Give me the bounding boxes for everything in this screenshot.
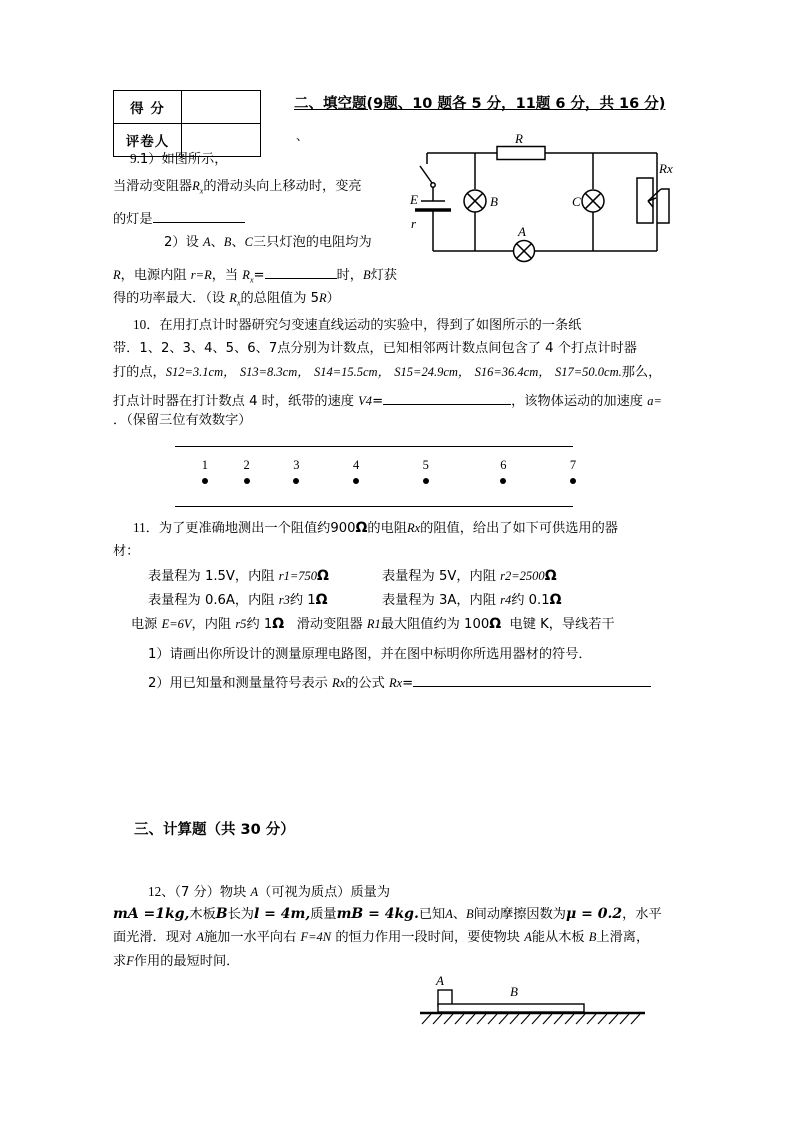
q12-line4-pre: 求	[113, 954, 127, 969]
tape-point-label: 3	[293, 458, 300, 472]
q12-line2-pre: 木板	[189, 907, 216, 922]
q12-line3-post2: 能从木板	[531, 930, 585, 945]
q10-s12: S12=3.1cm，	[165, 365, 236, 379]
q9-line5-eq: =	[253, 268, 265, 283]
tape-point-label: 6	[500, 458, 507, 472]
score-label: 得 分	[114, 91, 182, 123]
q10-line3-tail: 那么，	[621, 365, 662, 380]
q11-r1: r1=750	[278, 569, 318, 583]
tape-point-label: 7	[569, 458, 577, 472]
q9-line2-pre: 当滑动变阻器	[113, 179, 193, 194]
ohm-symbol: Ω	[272, 616, 285, 632]
q10-line4-eq: =	[372, 394, 384, 409]
q9-line5	[113, 264, 397, 285]
q11-sub2-Rx: Rx	[332, 676, 346, 690]
q12-line2: mA =1kg,木板B长为l = 4m,质量mB = 4kg.已知A、B间动摩擦因数为μ = 0.2，水平	[113, 906, 662, 922]
q9-number-line	[130, 152, 227, 166]
q12-B3: B	[588, 930, 597, 944]
q11-item3-mid: ，内阻	[191, 617, 232, 632]
score-value-cell[interactable]	[182, 91, 260, 123]
q11-line1-pre: 为了更准确地测出一个阻值约900	[158, 521, 356, 536]
q9-number: 9.	[130, 151, 140, 166]
q12-A2: A	[445, 907, 453, 921]
q9-line5-mid: ，电源内阻	[120, 268, 187, 283]
q9-line5-end: 灯获	[370, 268, 397, 283]
q12-line3-mid: 施加一水平向右	[203, 930, 297, 945]
q12-A3: A	[196, 930, 204, 944]
tape-top-edge	[175, 446, 573, 447]
ohm-symbol: Ω	[317, 568, 329, 584]
q12-line1-post: （可视为质点）质量为	[258, 885, 391, 900]
ohm-symbol: Ω	[355, 520, 368, 536]
tape-point-dot	[244, 478, 250, 484]
section2-heading	[294, 92, 665, 113]
q10-line3	[113, 366, 661, 379]
q9-lamp-C: C	[244, 235, 253, 249]
q11-item2-right-text: 表量程为 3A，内阻	[382, 593, 496, 608]
q12-block-A: A	[250, 885, 259, 899]
q9-answer-blank-1[interactable]	[153, 208, 245, 223]
q9-line3	[113, 208, 245, 226]
q10-s13: S13=8.3cm，	[239, 365, 310, 379]
q9-Rx: R	[242, 268, 250, 282]
q9-line5-tail: 时，	[336, 268, 363, 283]
tape-point-dot	[353, 478, 359, 484]
q12-line4-post: 作用的最短时间．	[133, 954, 240, 969]
section3-heading	[134, 818, 295, 839]
circuit-label-r: r	[411, 216, 417, 231]
q12-F: F=4N	[300, 930, 332, 944]
q9-Rx-sub: x	[249, 275, 254, 285]
circuit-label-Rx: Rx	[659, 161, 673, 176]
q11-R1: R1	[366, 617, 381, 631]
q11-item2-left-text: 表量程为 0.6A，内阻	[148, 593, 275, 608]
q9-line2	[113, 180, 362, 196]
q12-line3-post: 的恒力作用一段时间，要使物块	[335, 930, 520, 945]
q12-length-l: l = 4m,	[253, 906, 311, 922]
stray-mark: 、	[296, 129, 309, 143]
q11-item3b-mid: 最大阻值约为 100	[380, 617, 490, 632]
q11-r2: r2=2500	[500, 569, 545, 583]
tape-point-label: 5	[422, 458, 429, 472]
q11-item2-left	[148, 593, 328, 607]
q9-line4-post: 三只灯泡的电阻均为	[252, 235, 372, 250]
q11-r4: r4	[500, 593, 512, 607]
q11-sub2-mid: 的公式	[345, 676, 385, 691]
q11-item1-left	[148, 569, 329, 583]
q9-internal-r: r=R	[190, 268, 212, 282]
q9-line4: 2）设 A、B、C三只灯泡的电阻均为	[164, 235, 372, 250]
tape-point-dot	[202, 478, 208, 484]
q12-mA: mA =1kg,	[113, 906, 190, 922]
section3-heading-detail: （共 30 分）	[206, 822, 295, 838]
q9-answer-blank-2[interactable]	[265, 264, 337, 279]
q10-line1-text: 在用打点计时器研究匀变速直线运动的实验中，得到了如图所示的一条纸	[159, 318, 582, 333]
q9-var-Rx: R	[192, 179, 200, 193]
q9-line6-post: 的总阻值为 5	[240, 291, 320, 306]
q11-item3-about: 约 1	[246, 617, 273, 632]
q11-line1-post: 的阻值，给出了如下可供选用的器	[420, 521, 618, 536]
q9-Rx2-sub: x	[236, 298, 241, 308]
q11-sub2-pre: 2）用已知量和测量量符号表示	[148, 676, 328, 691]
q10-line4	[113, 390, 662, 408]
figure-label-B: B	[510, 984, 518, 999]
ohm-symbol: Ω	[544, 568, 557, 584]
q12-number: 12、	[148, 884, 175, 899]
score-table	[113, 90, 261, 157]
q12-A4: A	[524, 930, 532, 944]
tape-point-dot	[500, 478, 506, 484]
q10-tape-figure	[175, 446, 577, 507]
q12-B2: B	[466, 907, 474, 921]
q12-line2-mass: 质量	[310, 907, 337, 922]
ohm-symbol: Ω	[489, 616, 502, 632]
q11-sub2	[148, 672, 651, 690]
q9-line4-pre: 2）设	[164, 235, 199, 250]
q11-item2-right-mid: 约 0.1	[511, 593, 550, 608]
q12-line2-len: 长为	[227, 907, 254, 922]
q10-s15: S15=24.9cm，	[394, 365, 471, 379]
q9-line2-post: 的滑动头向上移动时，变亮	[203, 179, 362, 194]
q9-R: R	[113, 268, 121, 282]
q11-sub2-Rx2: Rx	[388, 676, 403, 690]
q10-line3-pre: 打的点，	[113, 365, 166, 380]
q10-s17: S17=50.0cm.	[554, 365, 622, 379]
circuit-label-R: R	[515, 133, 523, 146]
q11-line1-mid: 的电阻	[367, 521, 407, 536]
q12-mu-pre: 间动摩擦因数为	[473, 907, 566, 922]
q11-answer-blank[interactable]	[413, 672, 651, 687]
q12-mu: μ = 0.2	[565, 906, 623, 922]
q12-line3-tail: 上滑离，	[596, 930, 650, 945]
q9-line6-tail: ）	[326, 291, 340, 306]
q10-a: a=	[647, 394, 662, 408]
section3-heading-title: 三、计算题	[134, 822, 207, 838]
q11-item2-right	[382, 593, 562, 607]
figure-label-A: A	[436, 973, 444, 988]
q9-line6-pre: 得的功率最大．（设	[113, 291, 226, 306]
q10-number: 10．	[133, 317, 160, 332]
q9-lamp-B2: B	[362, 268, 371, 282]
circuit-label-C: C	[572, 194, 581, 209]
section2-heading-title: 二、填空题	[294, 96, 367, 112]
q11-item1-left-text: 表量程为 1.5V，内阻	[148, 569, 275, 584]
tape-point-label: 2	[243, 458, 250, 472]
q11-sub1: 1）请画出你所设计的测量原理电路图，并在图中标明你所选用器材的符号．	[148, 647, 592, 662]
q11-E: E=6V	[161, 617, 192, 631]
circuit-label-B: B	[490, 194, 498, 209]
q12-line2-tail: ，水平	[622, 907, 662, 922]
q12-line3-pre: 面光滑．现对	[113, 930, 193, 945]
tape-bottom-edge	[175, 506, 573, 507]
tape-point-dot	[423, 478, 429, 484]
tape-point-label: 1	[201, 458, 208, 472]
q10-v4: V4	[358, 394, 373, 408]
q12-F2: F	[126, 954, 134, 968]
q11-item3	[131, 617, 615, 631]
q11-number: 11．	[133, 520, 159, 535]
q11-rheostat-label: 滑动变阻器	[296, 617, 363, 632]
q11-item2-left-mid: 约 1	[289, 593, 316, 608]
tape-point-dot	[570, 478, 576, 484]
q10-line5: ．（保留三位有效数字）	[113, 413, 252, 428]
circuit-label-E: E	[410, 192, 418, 207]
q11-Rx: Rx	[406, 521, 421, 535]
q9-lamp-B: B	[223, 235, 232, 249]
q11-item1-right	[382, 569, 557, 583]
q11-r3: r3	[278, 593, 290, 607]
ohm-symbol: Ω	[315, 592, 328, 608]
grader-label: 评卷人	[114, 124, 182, 157]
q11-line1	[133, 521, 618, 535]
q10-s14: S14=15.5cm，	[313, 365, 391, 379]
section2-heading-detail: (9题、10 题各 5 分，11题 6 分，共 16 分)	[366, 96, 666, 112]
ohm-symbol: Ω	[549, 592, 562, 608]
q10-line4-mid: ，该物体运动的加速度	[511, 394, 643, 409]
q9-R2: R	[319, 291, 327, 305]
table-row	[114, 91, 260, 124]
q11-source-label: 电源	[131, 617, 158, 632]
tape-point-dot	[293, 478, 299, 484]
q11-line2: 材：	[113, 544, 140, 559]
tape-point-label: 4	[352, 458, 360, 472]
q9-var-Rx-sub: x	[199, 186, 204, 196]
q9-line1: 1）如图所示，	[139, 152, 228, 167]
q9-line3-text: 的灯是	[113, 212, 153, 227]
q12-line1	[148, 885, 390, 899]
q11-r5: r5	[235, 617, 247, 631]
q11-item1-right-text: 表量程为 5V，内阻	[382, 569, 496, 584]
q9-Rx2: R	[229, 291, 237, 305]
q12-line3	[113, 931, 649, 944]
q11-sub2-eq: =	[402, 676, 414, 691]
q12-board-B: B	[215, 906, 228, 922]
q10-line1	[133, 318, 581, 332]
q11-switch-wires: 电键 K，导线若干	[509, 617, 615, 632]
circuit-label-A: A	[518, 224, 526, 239]
q10-answer-blank-v[interactable]	[383, 390, 511, 405]
q12-line4	[113, 955, 239, 968]
q10-line4-pre: 打点计时器在打计数点 4 时，纸带的速度	[113, 394, 354, 409]
q12-line2-known: 已知	[418, 907, 446, 922]
q9-circuit-diagram	[405, 133, 680, 273]
q9-lamp-A: A	[202, 235, 211, 249]
q9-line5-when: ，当	[211, 268, 239, 283]
q12-block-board-figure	[405, 963, 695, 1038]
q10-line2: 带．1、2、3、4、5、6、7点分别为计数点，已知相邻两计数点间包含了 4 个打点计时器	[113, 341, 637, 356]
q12-mB: mB = 4kg.	[336, 906, 419, 922]
q12-line1-text: （7 分）物块	[174, 885, 247, 900]
q10-s16: S16=36.4cm，	[474, 365, 551, 379]
q9-line6	[113, 292, 340, 308]
